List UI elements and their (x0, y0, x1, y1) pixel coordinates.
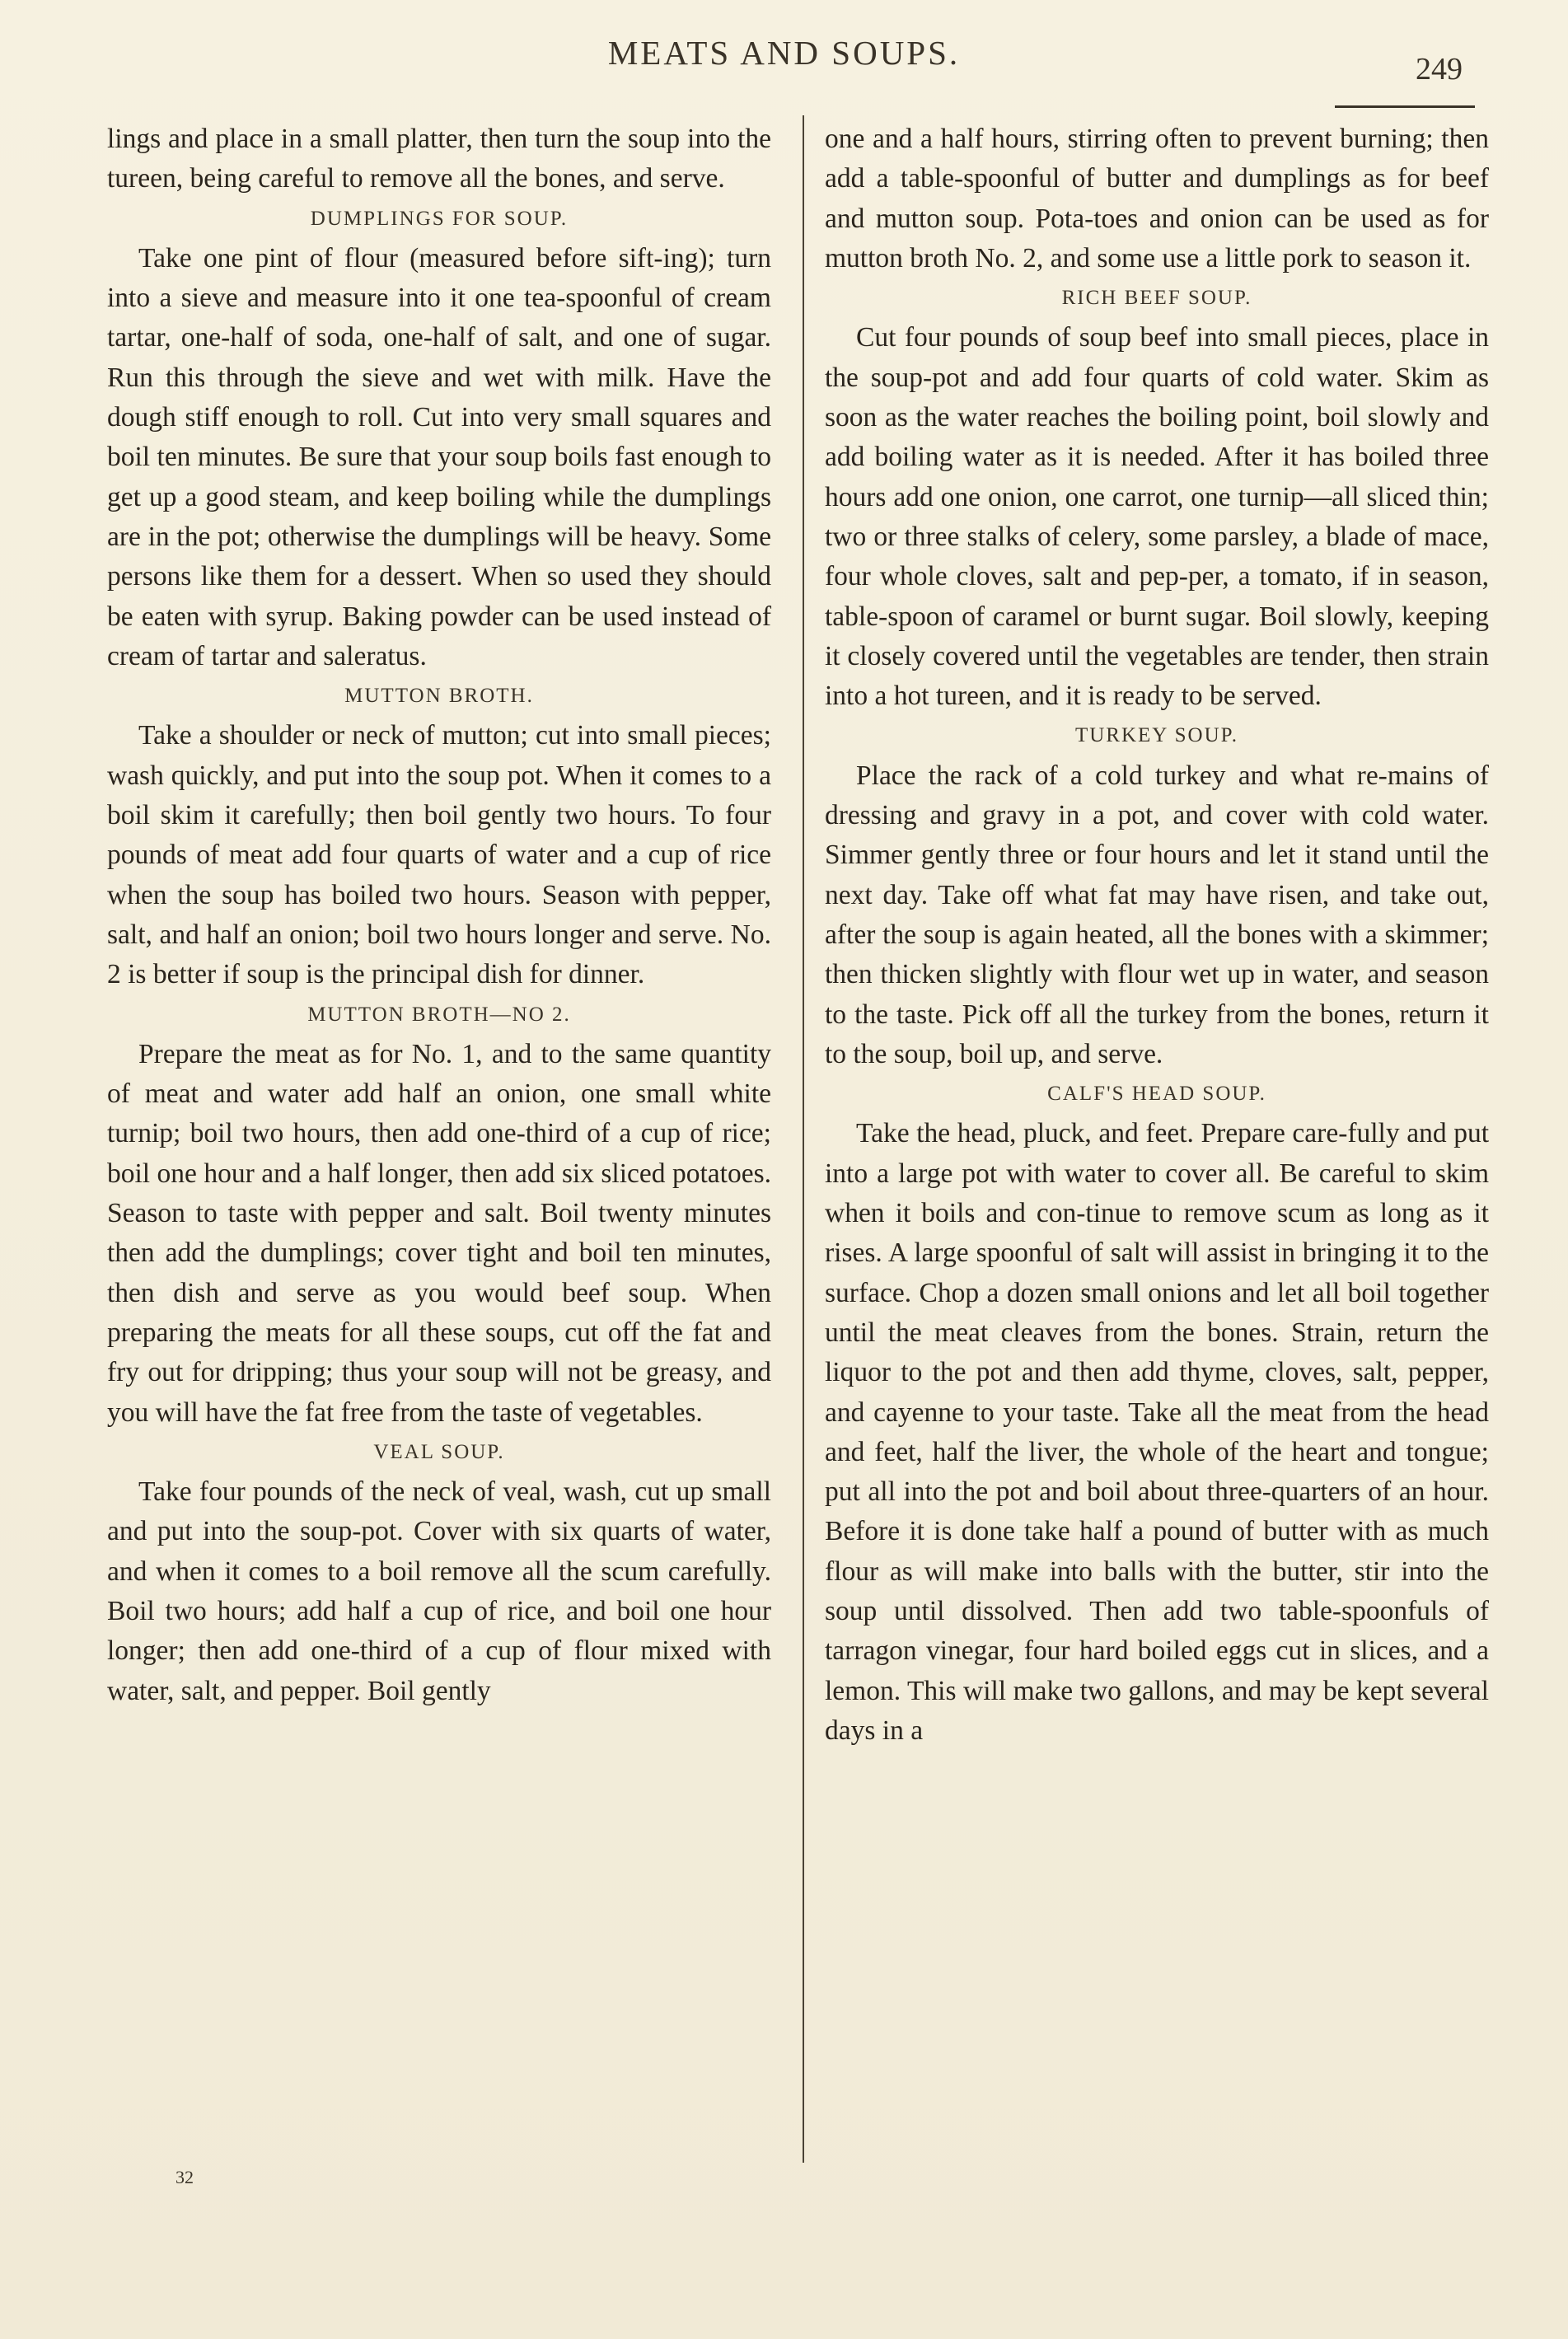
left-column (107, 119, 771, 1711)
paragraph-calfs-head-soup: Take the head, pluck, and feet. Prepare care-fully and put into a large pot with water to cover all. Be careful to skim when it boils and con-tinue to remove scum as long as it rises. A large spoonful of salt will assist in bringing it to the surface. Chop a dozen small onions and let all boil together until the meat cleaves from the bones. Strain, return the liquor to the pot and then add thyme, cloves, salt, pepper, and cayenne to your taste. Take all the meat from the head and feet, half the liver, the whole of the heart and tongue; put all into the pot and boil about three-quarters of an hour. Before it is done take half a pound of butter with as much flour as will make into balls with the butter, stir into the soup until dissolved. Then add two table-spoonfuls of tarragon vinegar, four hard boiled eggs cut in slices, and a lemon. This will make two gallons, and may be kept several days in a (825, 1118, 1489, 1746)
right-column (825, 119, 1489, 1751)
paragraph-continued: lings and place in a small platter, then turn the soup into the tureen, being careful to remove all the bones, and serve. (107, 124, 771, 194)
running-head: MEATS AND SOUPS. (607, 34, 961, 72)
paragraph-continued: one and a half hours, stirring often to prevent burning; then add a table-spoonful of butter and dumplings as for beef and mutton soup. Pota-toes and onion can be used as for mutton broth No. 2, and some use a little pork to season it. (825, 124, 1489, 274)
signature-mark: 32 (176, 2167, 194, 2187)
paragraph-mutton-broth: Take a shoulder or neck of mutton; cut into small pieces; wash quickly, and put into the soup pot. When it comes to a boil skim it carefully; then boil gently two hours. To four pounds of meat add four quarts of water and a cup of rice when the soup has boiled two hours. Season with pepper, salt, and half an onion; boil two hours longer and serve. No. 2 is better if soup is the principal dish for dinner. (107, 720, 771, 990)
column-divider (803, 115, 804, 2163)
heading-mutton-broth-no-2: MUTTON BROTH—NO 2. (307, 1003, 571, 1026)
heading-veal-soup: VEAL SOUP. (373, 1440, 505, 1463)
heading-dumplings-for-soup: DUMPLINGS FOR SOUP. (310, 207, 569, 230)
heading-calfs-head-soup: CALF'S HEAD SOUP. (1047, 1083, 1266, 1106)
paragraph-turkey-soup: Place the rack of a cold turkey and what re-mains of dressing and gravy in a pot, and cover with cold water. Simmer gently three or four hours and let it stand until the next day. Take off what fat may have risen, and take out, after the soup is again heated, all the bones with a skimmer; then thicken slightly with flour wet up in water, and season to the taste. Pick off all the turkey from the bones, return it to the soup, boil up, and serve. (825, 760, 1489, 1069)
page-number: 249 (1416, 52, 1463, 87)
paragraph-veal-soup: Take four pounds of the neck of veal, wash, cut up small and put into the soup-pot. Cover with six quarts of water, and when it comes to a boil remove all the scum carefully. Boil two hours; add half a cup of rice, and boil one hour longer; then add one-third of a cup of flour mixed with water, salt, and pepper. Boil gently (107, 1476, 771, 1706)
paragraph-rich-beef-soup: Cut four pounds of soup beef into small pieces, place in the soup-pot and add four quarts of cold water. Skim as soon as the water reaches the boiling point, boil slowly and add boiling water as it is needed. After it has boiled three hours add one onion, one carrot, one turnip—all sliced thin; two or three stalks of celery, some parsley, a blade of mace, four whole cloves, salt and pep-per, a tomato, if in season, table-spoon of caramel or burnt sugar. Boil slowly, keeping it closely covered until the vegetables are tender, then strain into a hot tureen, and it is ready to be served. (825, 322, 1489, 712)
heading-turkey-soup: TURKEY SOUP. (1074, 724, 1239, 747)
paragraph-dumplings: Take one pint of flour (measured before sift-ing); turn into a sieve and measure into it one tea-spoonful of cream tartar, one-half of soda, one-half of salt, and one of sugar. Run this through the sieve and wet with milk. Have the dough stiff enough to roll. Cut into very small squares and boil ten minutes. Be sure that your soup boils fast enough to get up a good steam, and keep boiling while the dumplings are in the pot; otherwise the dumplings will be heavy. Some persons like them for a dessert. When so used they should be eaten with syrup. Baking powder can be used instead of cream of tartar and saleratus. (107, 242, 771, 671)
heading-rich-beef-soup: RICH BEEF SOUP. (1061, 287, 1252, 310)
paragraph-mutton-broth-no-2: Prepare the meat as for No. 1, and to the same quantity of meat and water add half an onion, one small white turnip; boil two hours, then add one-third of a cup of rice; boil one hour and a half longer, then add six sliced potatoes. Season to taste with pepper and salt. Boil twenty minutes then add the dumplings; cover tight and boil ten minutes, then dish and serve as you would beef soup. When preparing the meats for all these soups, cut off the fat and fry out for dripping; thus your soup will not be greasy, and you will have the fat free from the taste of vegetables. (107, 1038, 771, 1428)
header-rule (1335, 105, 1475, 108)
heading-mutton-broth: MUTTON BROTH. (344, 685, 534, 708)
